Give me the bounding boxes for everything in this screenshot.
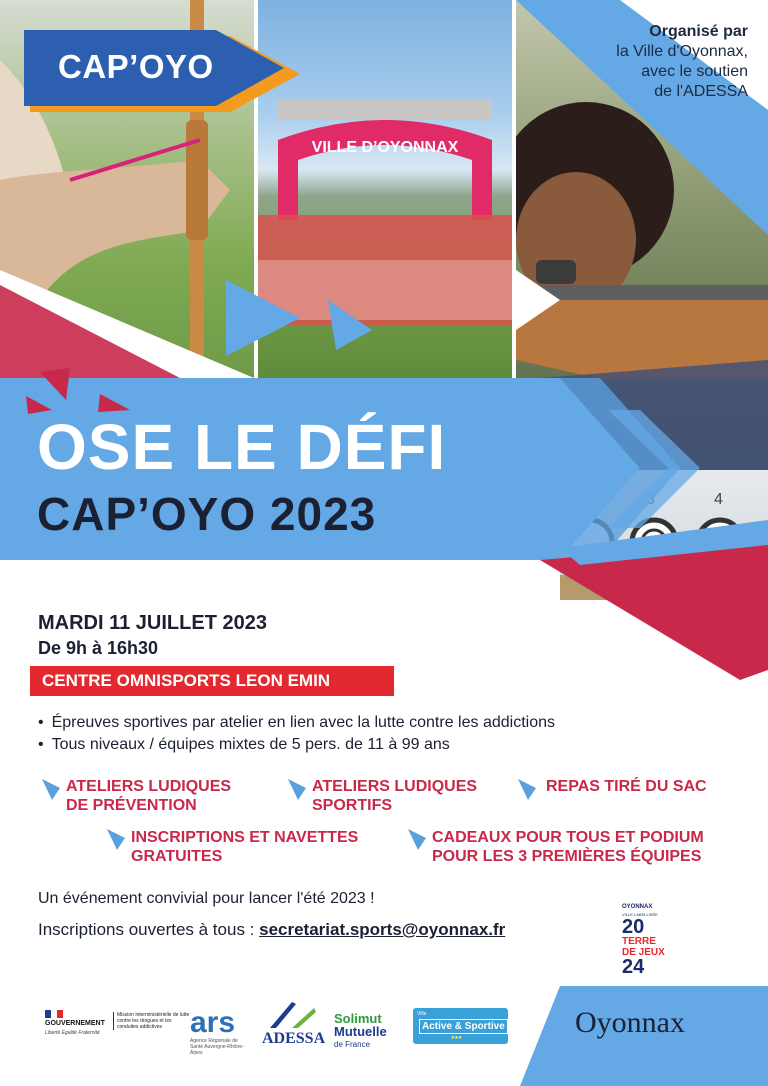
organiser-line: la Ville d'Oyonnax, <box>616 43 748 60</box>
tdj-num-1: 20 <box>622 916 645 938</box>
inscriptions-prefix: Inscriptions ouvertes à tous : <box>38 920 260 939</box>
feature-triangle-4 <box>107 829 125 850</box>
gouvernement-logo <box>45 1010 190 1040</box>
adessa-logo <box>262 1000 326 1048</box>
laurel-icon: ●●● <box>451 1035 462 1041</box>
solimut-line-1: Solimut <box>334 1011 382 1026</box>
solimut-logo <box>334 1012 387 1051</box>
feature-triangle-5 <box>408 829 426 850</box>
target-number-4: 4 <box>714 491 723 508</box>
white-triangle <box>516 270 560 330</box>
oyonnax-logo: Oyonnax <box>575 1006 685 1039</box>
marianne-flag-icon <box>45 1010 63 1018</box>
email-link[interactable]: secretariat.sports@oyonnax.fr <box>259 920 506 939</box>
event-venue: CENTRE OMNISPORTS LEON EMIN <box>30 666 394 696</box>
organiser-line: de l'ADESSA <box>654 83 748 100</box>
tdj-city: OYONNAX <box>622 904 653 910</box>
ars-sub: Agence Régionale de Santé Auvergne-Rhône-Alpes <box>190 1038 244 1056</box>
ars-word: ars <box>190 1006 236 1039</box>
title-line-2: CAP’OYO 2023 <box>37 488 377 540</box>
feature-line: POUR LES 3 PREMIÈRES ÉQUIPES <box>432 848 702 865</box>
gov-motto: Liberté Égalité Fraternité <box>45 1030 100 1036</box>
inscriptions-text <box>38 920 505 940</box>
feature-repas <box>546 777 707 796</box>
bullet-item: • Épreuves sportives par atelier en lien avec la lutte contre les addictions <box>38 712 555 734</box>
terre-de-jeux-logo <box>622 904 678 976</box>
feature-line: ATELIERS LUDIQUES <box>312 778 478 795</box>
organiser-prefix: Organisé par <box>649 23 748 40</box>
adessa-word: ADESSA <box>262 1030 326 1047</box>
feature-line: SPORTIFS <box>312 797 393 814</box>
feature-line: REPAS TIRÉ DU SAC <box>546 778 707 795</box>
active-main: Active & Sportive <box>419 1019 508 1034</box>
title-line-1: OSE LE DÉFI <box>37 411 447 483</box>
event-date: MARDI 11 JUILLET 2023 <box>38 612 267 634</box>
blue-triangle-1 <box>226 280 300 356</box>
tdj-num-2: 24 <box>622 956 645 978</box>
feature-triangle-3 <box>518 779 536 800</box>
tdj-sub: VILLE LABELLISÉE <box>622 912 658 917</box>
gov-mission: Mission interministérielle de lutte contre les drogues et les conduites addictives <box>113 1012 191 1030</box>
solimut-line-3: de France <box>334 1040 371 1049</box>
feature-line: DE PRÉVENTION <box>66 797 197 814</box>
convivial-text: Un événement convivial pour lancer l'été 2023 ! <box>38 890 375 907</box>
adessa-swoosh-icon <box>262 1000 322 1030</box>
feature-line: CADEAUX POUR TOUS ET PODIUM <box>432 829 704 846</box>
tdj-line-2: DE JEUX <box>622 947 665 958</box>
organiser-line: avec le soutien <box>641 63 748 80</box>
feature-triangle-1 <box>42 779 60 800</box>
right-red-band <box>540 540 768 680</box>
solimut-line-2: Mutuelle <box>334 1024 387 1039</box>
bullet-list <box>38 712 555 756</box>
bullet-item: • Tous niveaux / équipes mixtes de 5 pers. de 11 à 99 ans <box>38 734 555 756</box>
gov-word: GOUVERNEMENT <box>45 1020 105 1027</box>
tdj-line-1: TERRE <box>622 936 656 947</box>
feature-triangle-2 <box>288 779 306 800</box>
ars-logo <box>190 1008 252 1056</box>
capoyo-logo: CAP’OYO <box>58 48 214 85</box>
active-sportive-logo <box>413 1008 508 1044</box>
active-small: Ville <box>417 1011 427 1017</box>
archway-text: VILLE D’OYONNAX <box>311 139 459 156</box>
organiser-block <box>508 22 748 102</box>
feature-line: GRATUITES <box>131 848 223 865</box>
feature-line: INSCRIPTIONS ET NAVETTES <box>131 829 359 846</box>
feature-prevention <box>66 777 231 815</box>
feature-cadeaux <box>432 828 704 866</box>
feature-sportifs <box>312 777 477 815</box>
feature-inscriptions <box>131 828 358 866</box>
blue-triangle-2 <box>328 300 372 350</box>
feature-line: ATELIERS LUDIQUES <box>66 778 232 795</box>
event-hours: De 9h à 16h30 <box>38 638 159 658</box>
